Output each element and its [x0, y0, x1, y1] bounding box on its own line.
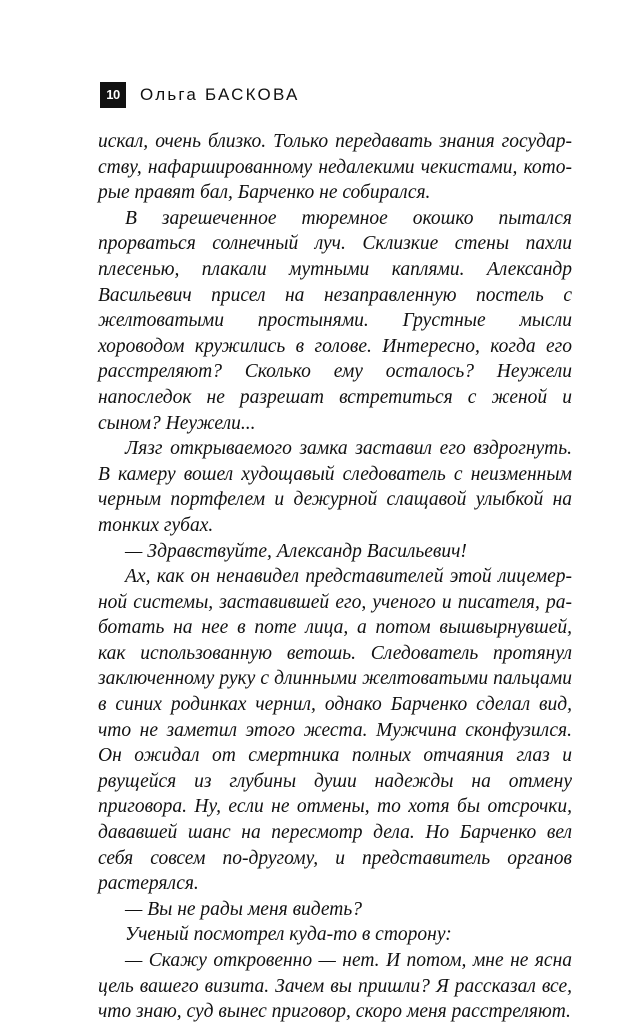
body-text	[98, 129, 572, 1025]
running-head-author-name: Ольга БАСКОВА	[140, 85, 300, 104]
page-number: 10	[100, 82, 126, 108]
paragraph-4-dialogue: — Здравствуйте, Александр Васильевич!	[125, 540, 467, 562]
paragraph-6-dialogue: — Вы не рады меня видеть?	[125, 898, 362, 920]
paragraph-3: Лязг открываемого замка заставил его вздрогнуть. В камеру вошел худощавый следователь с неизменным черным портфелем и дежурной слащавой улыбкой на тонких губах.	[98, 438, 572, 536]
paragraph-1: искал, очень близко. Только передавать знания государству, нафаршированному недалекими чекистами, которые правят бал, Барченко не собирался.	[98, 131, 572, 204]
paragraph-2: В зарешеченное тюремное окошко пытался прорваться солнечный луч. Склизкие стены пахли плесенью, плакали мутными каплями. Александр Васильевич присел на незаправленную постель с желтоватыми простынями. Грустные мысли хороводом кружились в голове. Интересно, когда его расстреляют? Сколько ему осталось? Неужели напоследок не разрешат встретиться с женой и сыном? Неужели...	[98, 207, 572, 434]
paragraph-5: Ах, как он ненавидел представителей этой лицемерной системы, заставившей его, ученого и писателя, работать на нее в поте лица, а потом вышвырнувшей, как использованную ветошь. Следователь протянул заключенному руку с длинными желтоватыми пальцами в синих родинках чернил, однако Барченко сделал вид, что не заметил этого жеста. Мужчина сконфузился. Он ожидал от смертника полных отчаяния глаз и рвущейся из глубины души надежды на отмену приговора. Ну, если не отмены, то хотя бы отсрочки, дававшей шанс на пересмотр дела. Но Барченко вел себя совсем по-другому, и представитель органов растерялся.	[98, 566, 572, 895]
paragraph-7: Ученый посмотрел куда-то в сторону:	[125, 924, 452, 946]
page-header	[100, 82, 300, 108]
paragraph-8-dialogue: — Скажу откровенно — нет. И потом, мне не ясна цель вашего визита. Зачем вы пришли? Я рассказал все, что знаю, суд вынес приговор, скоро меня расстреляют.	[98, 950, 572, 1023]
